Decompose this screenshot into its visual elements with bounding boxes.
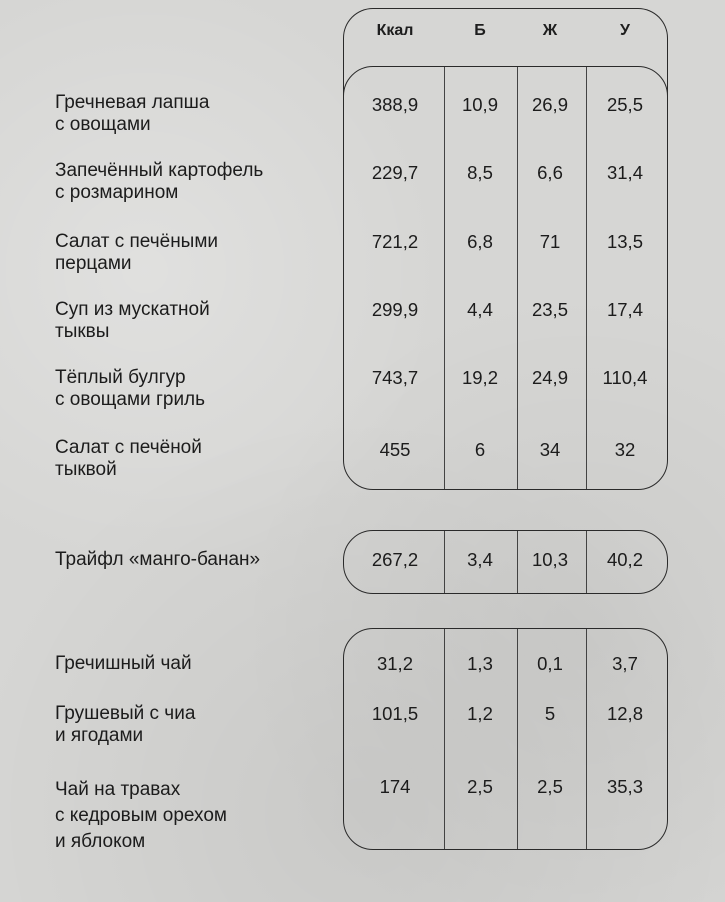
dish-name: Суп из мускатной тыквы (55, 299, 210, 342)
kcal-value: 267,2 (371, 549, 419, 570)
carbs-value: 40,2 (606, 549, 643, 570)
column-divider (586, 629, 587, 849)
column-divider (586, 531, 587, 593)
carbs-value: 32 (614, 439, 636, 460)
header-protein: Б (474, 22, 486, 39)
column-divider (517, 629, 518, 849)
protein-value: 2,5 (467, 776, 493, 797)
fat-value: 34 (539, 439, 561, 460)
fat-value: 23,5 (531, 299, 568, 320)
drink-name: Чай на травах с кедровым орехом и яблоком (55, 779, 227, 852)
protein-value: 19,2 (461, 367, 498, 388)
kcal-value: 229,7 (371, 162, 419, 183)
carbs-value: 12,8 (606, 703, 643, 724)
carbs-value: 25,5 (606, 94, 643, 115)
carbs-value: 35,3 (606, 776, 643, 797)
carbs-value: 17,4 (606, 299, 643, 320)
protein-value: 1,3 (467, 653, 493, 674)
column-divider (444, 531, 445, 593)
fat-value: 0,1 (537, 653, 563, 674)
fat-value: 10,3 (531, 549, 568, 570)
column-divider (444, 67, 445, 489)
carbs-value: 110,4 (602, 367, 648, 388)
drink-name: Гречишный чай (55, 653, 192, 674)
dish-name: Трайфл «манго-банан» (55, 549, 261, 570)
protein-value: 6 (474, 439, 486, 460)
fat-value: 71 (539, 231, 561, 252)
column-divider (586, 67, 587, 489)
kcal-value: 101,5 (371, 703, 419, 724)
drink-name: Грушевый с чиа и ягодами (55, 703, 196, 746)
header-kcal: Ккал (376, 22, 414, 39)
column-divider (444, 629, 445, 849)
kcal-value: 174 (379, 776, 411, 797)
carbs-value: 3,7 (612, 653, 638, 674)
protein-value: 1,2 (467, 703, 493, 724)
column-divider (517, 67, 518, 489)
dish-name: Салат с печёной тыквой (55, 437, 202, 480)
carbs-value: 31,4 (606, 162, 643, 183)
dish-name: Запечённый картофель с розмарином (55, 160, 264, 203)
dish-name: Гречневая лапша с овощами (55, 92, 210, 135)
fat-value: 26,9 (531, 94, 568, 115)
kcal-value: 388,9 (371, 94, 419, 115)
carbs-value: 13,5 (606, 231, 643, 252)
protein-value: 10,9 (461, 94, 498, 115)
protein-value: 4,4 (467, 299, 493, 320)
kcal-value: 31,2 (376, 653, 413, 674)
fat-value: 6,6 (537, 162, 563, 183)
protein-value: 8,5 (467, 162, 493, 183)
protein-value: 6,8 (467, 231, 493, 252)
header-carbs: У (620, 22, 630, 39)
fat-value: 5 (544, 703, 556, 724)
main-dishes-frame (343, 66, 668, 490)
kcal-value: 743,7 (371, 367, 419, 388)
protein-value: 3,4 (467, 549, 493, 570)
column-divider (517, 531, 518, 593)
kcal-value: 455 (379, 439, 411, 460)
dish-name: Тёплый булгур с овощами гриль (55, 367, 206, 410)
kcal-value: 721,2 (371, 231, 419, 252)
dish-name: Салат с печёными перцами (55, 231, 219, 274)
fat-value: 2,5 (537, 776, 563, 797)
header-fat: Ж (542, 22, 558, 39)
fat-value: 24,9 (531, 367, 568, 388)
kcal-value: 299,9 (371, 299, 419, 320)
